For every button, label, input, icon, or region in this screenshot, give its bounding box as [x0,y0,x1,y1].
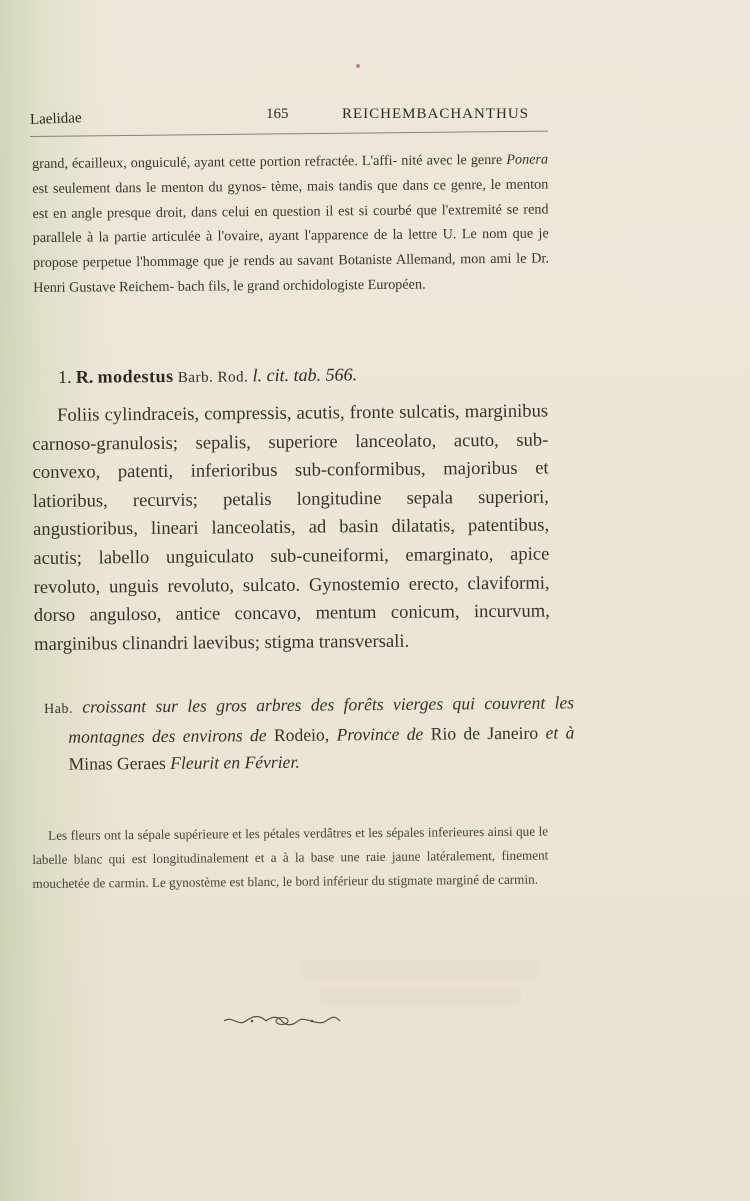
header-genus: REICHEMBACHANTHUS [342,106,530,122]
intro-paragraph [32,147,549,300]
show-through-shadow [320,988,520,1006]
page-number: 165 [266,106,289,122]
species-heading [58,359,574,392]
end-ornament-icon [222,1013,342,1029]
intro-line: est seulement dans le menton du gynos- [32,178,267,197]
ink-speck [356,64,360,68]
species-reference: l. cit. tab. 566. [252,364,358,386]
intro-line: nité avec le genre [401,151,507,169]
flower-note: Les fleurs ont la sépale supérieure et les pétales verdâtres et les sépales inferieures ainsi que le labelle blanc qui est longitudinalement et a à la base une raie jaune latéralement, finement mouchetée de carmin. Le gynostème est blanc, le bord inférieur du stigmate marginé de carmin. [32,823,549,892]
habitat-text: Province de [336,723,424,744]
show-through-shadow [300,960,540,978]
flowering-time: Fleurit en Février. [170,751,300,773]
place-name: Rodeio, [273,724,330,745]
intro-line: parallele à la partie articulée à l'ovaire, ayant l'apparence de la [32,227,403,247]
place-name: Rio de Janeiro [430,722,539,744]
intro-line: savant Botaniste Allemand, mon ami le Dr. Henri Gustave Reichem- [33,250,550,296]
species-epithet: modestus [97,365,174,387]
species-genus-abbrev: R. [75,366,94,387]
species-author: Barb. Rod. [177,369,249,386]
intro-line: droit, dans celui en question il est si courbé que l'extremité se rend [155,201,549,221]
intro-line: grand, écailleux, onguiculé, ayant cette portion refractée. L'affi- [32,152,398,172]
genus-name-ponera: Ponera [506,151,549,168]
habitat-text: et à [545,721,575,743]
running-header [30,104,548,130]
intro-line: tème, mais tandis que dans ce genre, le menton est en angle presque [32,176,549,222]
header-rule [30,131,548,137]
habitat-text: croissant sur les gros arbres des forêts vierges qui couvrent les montagnes des environs de [68,692,575,747]
habitat-paragraph [44,689,575,778]
intro-line: bach fils, le grand orchidologiste Européen. [177,276,426,295]
species-number: 1. [58,366,72,387]
place-name: Minas Geraes [68,752,166,774]
habitat-label: Hab. [44,701,74,717]
header-family: Laelidae [29,110,82,128]
latin-description: Foliis cylindraceis, compressis, acutis, fronte sulcatis, marginibus carnoso-granulosis; sepalis, superiore lanceolato, acuto, sub-convexo, patenti, inferioribus sub-conformibus, majoribus et latioribus, recurvis; petalis longitudine sepala superiori, angustioribus, lineari lanceolatis, ad basin dilatatis, patentibus, acutis; labello unguiculato sub-cuneiformi, emarginato, apice revoluto, unguis revoluto, sulcato. Gynostemio erecto, claviformi, dorso anguloso, antice concavo, mentum conicum, incurvum, marginibus clinandri laevibus; stigma transversali. [32,400,550,655]
intro-line: lettre U. Le nom que je propose perpetue l'hommage que je rends au [32,225,549,272]
